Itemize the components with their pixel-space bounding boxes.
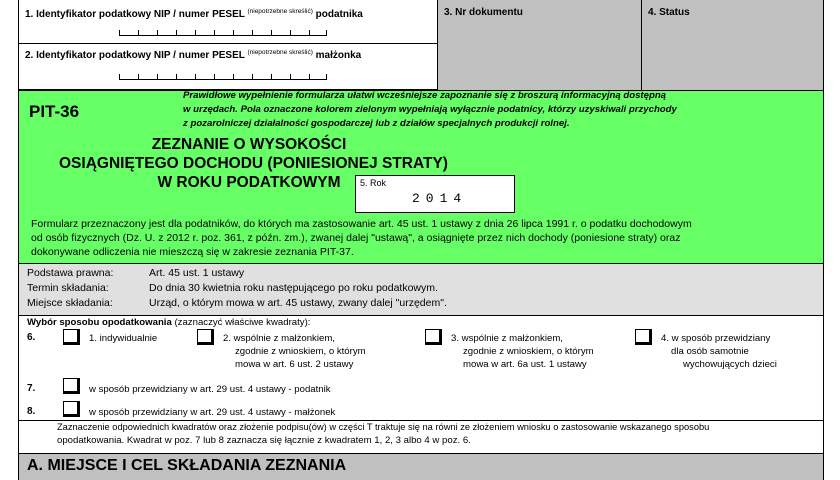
pit36-form xyxy=(18,0,824,480)
status-label: 4. Status xyxy=(648,7,690,18)
filing-place-label: Miejsce składania: xyxy=(27,297,113,309)
deadline-label: Termin składania: xyxy=(27,282,109,294)
taxpayer-id-label: 1. Identyfikator podatkowy NIP / numer PESEL $^{(niepotrzebne skreślić)}$ podatnika xyxy=(25,8,363,20)
section-a-header xyxy=(19,453,823,480)
field-7-number: 7. xyxy=(27,383,36,394)
option-individually-label: 1. indywidualnie xyxy=(89,333,158,344)
checkbox-art29-spouse[interactable] xyxy=(63,401,80,417)
header-note: Prawidłowe wypełnienie formularza ułatwi wcześniejsze zapoznanie się z broszurą informacyjną dostępną w urzędach. Pola oznaczone kolorem zielonym wypełniają wyłącznie podatnicy, którzy uzyskiwali przychody z pozarolniczej działalności gospodarczej lub z działów specjalnych produkcji rolnej. xyxy=(183,90,677,129)
deadline-value: Do dnia 30 kwietnia roku następującego po roku podatkowym. xyxy=(149,282,438,294)
field-8-number: 8. xyxy=(27,406,36,417)
checkbox-single-parent[interactable] xyxy=(635,329,652,345)
field-6-number: 6. xyxy=(27,332,36,343)
spouse-id-digit-boxes[interactable] xyxy=(119,70,327,80)
taxation-method-footnote: Zaznaczenie odpowiednich kwadratów oraz złożenie podpisu(ów) w części T traktuje się na równi ze złożeniem wniosku o zastosowanie wskazanego sposobu opodatkowania. Kwadrat w poz. 7 lub 8 zaznacza się łącznie z kwadratem 1, 2, 3 albo 4 w poz. 6. xyxy=(19,420,823,447)
option-art29-taxpayer-label: w sposób przewidziany w art. 29 ust. 4 ustawy - podatnik xyxy=(89,384,331,395)
option-jointly-art6-label: 2. wspólnie z małżonkiem, zgodnie z wnioskiem, o którym mowa w art. 6 ust. 2 ustawy xyxy=(223,333,366,370)
spouse-id-field[interactable] xyxy=(19,44,437,90)
tax-year-value: 2014 xyxy=(412,191,468,206)
filing-place-value: Urząd, o którym mowa w art. 45 ustawy, zwany dalej "urzędem". xyxy=(149,297,447,309)
status-field xyxy=(641,0,823,90)
legal-basis-label: Podstawa prawna: xyxy=(27,267,114,279)
taxpayer-id-digit-boxes[interactable] xyxy=(119,26,327,36)
filing-info xyxy=(19,264,823,316)
form-intro: Formularz przeznaczony jest dla podatników, do których ma zastosowanie art. 45 ust. 1 ustawy z dnia 26 lipca 1991 r. o podatku dochodowym od osób fizycznych (Dz. U. z 2012 r. poz. 361, z późn. zm.), zwanej dalej "ustawą", a osiągnięte przez nich dochody (poniesione straty) oraz dokonywane odliczenia nie mieszczą się w zakresie zeznania PIT-37. xyxy=(31,218,692,258)
checkbox-jointly-art6a[interactable] xyxy=(425,329,442,345)
option-jointly-art6a-label: 3. wspólnie z małżonkiem, zgodnie z wnioskiem, o którym mowa w art. 6a ust. 1 ustawy xyxy=(451,333,594,370)
tax-year-field[interactable] xyxy=(355,175,515,213)
tax-year-label: 5. Rok xyxy=(360,178,387,188)
taxpayer-id-field[interactable] xyxy=(19,0,437,44)
option-single-parent-label: 4. w sposób przewidziany dla osób samotnie wychowujących dzieci xyxy=(661,333,777,370)
legal-basis-value: Art. 45 ust. 1 ustawy xyxy=(149,267,245,279)
checkbox-individually[interactable] xyxy=(63,329,80,345)
form-header xyxy=(19,90,823,264)
checkbox-art29-taxpayer[interactable] xyxy=(63,378,80,394)
checkbox-jointly-art6[interactable] xyxy=(197,329,214,345)
form-code: PIT-36 xyxy=(29,102,80,121)
section-a-title: A. MIEJSCE I CEL SKŁADANIA ZEZNANIA xyxy=(27,457,347,474)
option-art29-spouse-label: w sposób przewidziany w art. 29 ust. 4 ustawy - małżonek xyxy=(89,407,336,418)
taxation-method-section xyxy=(19,316,823,453)
spouse-id-label: 2. Identyfikator podatkowy NIP / numer PESEL $^{(niepotrzebne skreślić)}$ małżonka xyxy=(25,49,362,61)
document-number-field xyxy=(437,0,641,90)
document-number-label: 3. Nr dokumentu xyxy=(444,7,523,18)
form-title: ZEZNANIE O WYSOKOŚCI OSIĄGNIĘTEGO DOCHODU (PONIESIONEJ STRATY) W ROKU PODATKOWYM xyxy=(59,136,448,191)
taxation-method-heading: Wybór sposobu opodatkowania (zaznaczyć właściwe kwadraty): xyxy=(27,317,311,328)
